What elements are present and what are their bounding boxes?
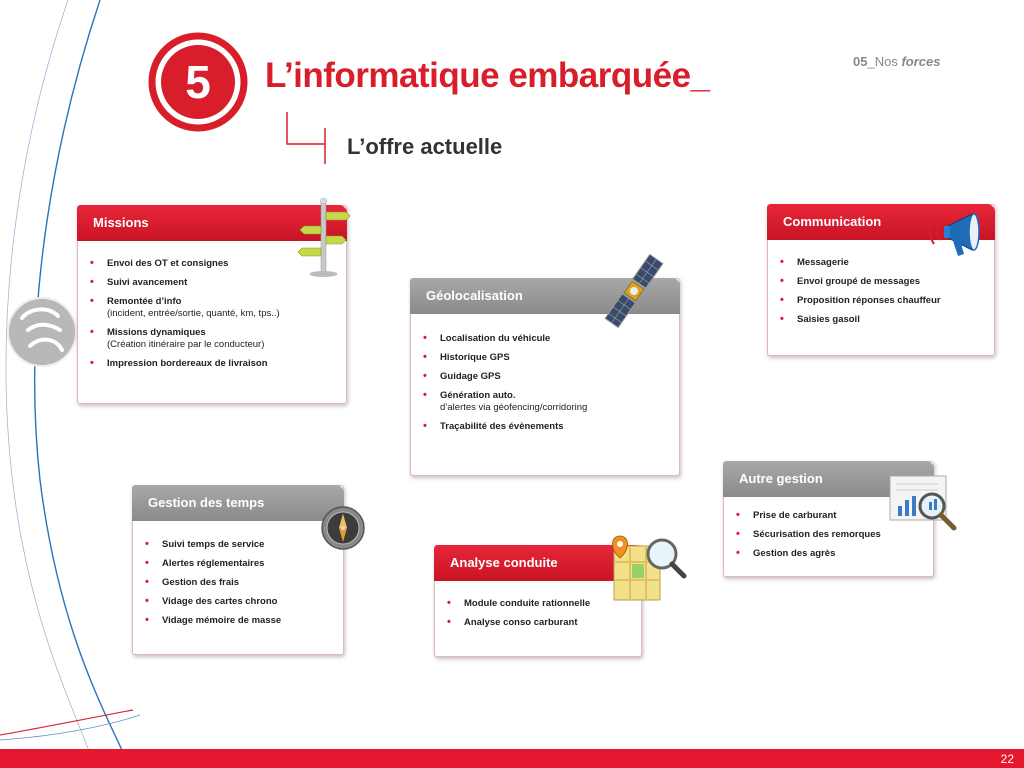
- item-label: Localisation du véhicule: [440, 333, 551, 344]
- item-label: Module conduite rationnelle: [464, 598, 591, 609]
- section-tag-strong: forces: [901, 54, 941, 69]
- subtitle-bracket: [285, 112, 327, 164]
- item-label: Missions dynamiques: [107, 327, 206, 338]
- card-analyse-title: Analyse conduite: [434, 545, 642, 581]
- card-communication-list: [780, 257, 988, 333]
- section-tag-sep: _: [867, 54, 875, 69]
- list-item: [145, 596, 337, 608]
- card-communication-title: Communication: [767, 204, 995, 240]
- page-subtitle: L’offre actuelle: [347, 134, 503, 159]
- item-label: Suivi temps de service: [162, 539, 265, 550]
- list-item: [780, 295, 988, 307]
- list-item: [145, 558, 337, 570]
- signpost-icon: [296, 198, 352, 278]
- section-tag-word: Nos: [874, 54, 898, 69]
- list-item: [736, 548, 927, 560]
- item-label: Vidage mémoire de masse: [162, 615, 282, 626]
- item-label: Remontée d’info: [107, 296, 182, 307]
- card-temps-title: Gestion des temps: [132, 485, 344, 521]
- card-temps: [132, 485, 344, 655]
- item-label: Sécurisation des remorques: [753, 529, 881, 540]
- list-item: [145, 577, 337, 589]
- item-sub: (incident, entrée/sortie, quanté, km, tps..): [107, 308, 280, 319]
- section-tag: [853, 54, 940, 69]
- list-item: [90, 277, 340, 289]
- item-label: Guidage GPS: [440, 371, 501, 382]
- item-label: Envoi des OT et consignes: [107, 258, 229, 269]
- card-analyse-list: [447, 598, 635, 636]
- item-label: Traçabilité des évènements: [440, 421, 564, 432]
- item-label: Vidage des cartes chrono: [162, 596, 278, 607]
- list-item: [423, 421, 673, 433]
- item-label: Gestion des agrès: [753, 548, 836, 559]
- item-label: Génération auto.: [440, 390, 516, 401]
- list-item: [423, 390, 673, 414]
- item-label: Proposition réponses chauffeur: [797, 295, 941, 306]
- item-label: Gestion des frais: [162, 577, 240, 588]
- item-label: Suivi avancement: [107, 277, 188, 288]
- list-item: [423, 352, 673, 364]
- item-label: Alertes réglementaires: [162, 558, 265, 569]
- list-item: [447, 598, 635, 610]
- list-item: [145, 539, 337, 551]
- megaphone-icon: [924, 206, 988, 262]
- item-label: Impression bordereaux de livraison: [107, 358, 268, 369]
- card-autre-title: Autre gestion: [723, 461, 934, 497]
- list-item: [780, 276, 988, 288]
- map-search-icon: [608, 532, 690, 604]
- section-tag-number: 05: [853, 54, 868, 69]
- footer-bar: [0, 749, 1024, 768]
- item-label: Saisies gasoil: [797, 314, 860, 325]
- item-label: Envoi groupé de messages: [797, 276, 921, 287]
- card-missions-title: Missions: [77, 205, 347, 241]
- page-title: [265, 56, 710, 96]
- list-item: [423, 333, 673, 345]
- list-item: [90, 296, 340, 320]
- card-geolocalisation-title: Géolocalisation: [410, 278, 680, 314]
- item-label: Messagerie: [797, 257, 849, 268]
- compass-icon: [320, 505, 366, 551]
- list-item: [90, 327, 340, 351]
- card-temps-list: [145, 539, 337, 634]
- section-number-badge: [148, 32, 248, 132]
- card-geolocalisation-list: [423, 333, 673, 440]
- item-sub: d’alertes via géofencing/corridoring: [440, 402, 588, 413]
- page-title-text: L’informatique embarquée: [265, 56, 691, 95]
- item-label: Prise de carburant: [753, 510, 837, 521]
- page-title-suffix: _: [690, 56, 710, 95]
- list-item: [423, 371, 673, 383]
- section-number: 5: [185, 56, 211, 108]
- page-number: 22: [1000, 752, 1014, 766]
- list-item: [447, 617, 635, 629]
- report-search-icon: [888, 472, 960, 534]
- list-item: [90, 358, 340, 370]
- satellite-icon: [598, 250, 670, 332]
- item-label: Historique GPS: [440, 352, 510, 363]
- item-sub: (Création itinéraire par le conducteur): [107, 339, 265, 350]
- list-item: [145, 615, 337, 627]
- item-label: Analyse conso carburant: [464, 617, 578, 628]
- list-item: [780, 314, 988, 326]
